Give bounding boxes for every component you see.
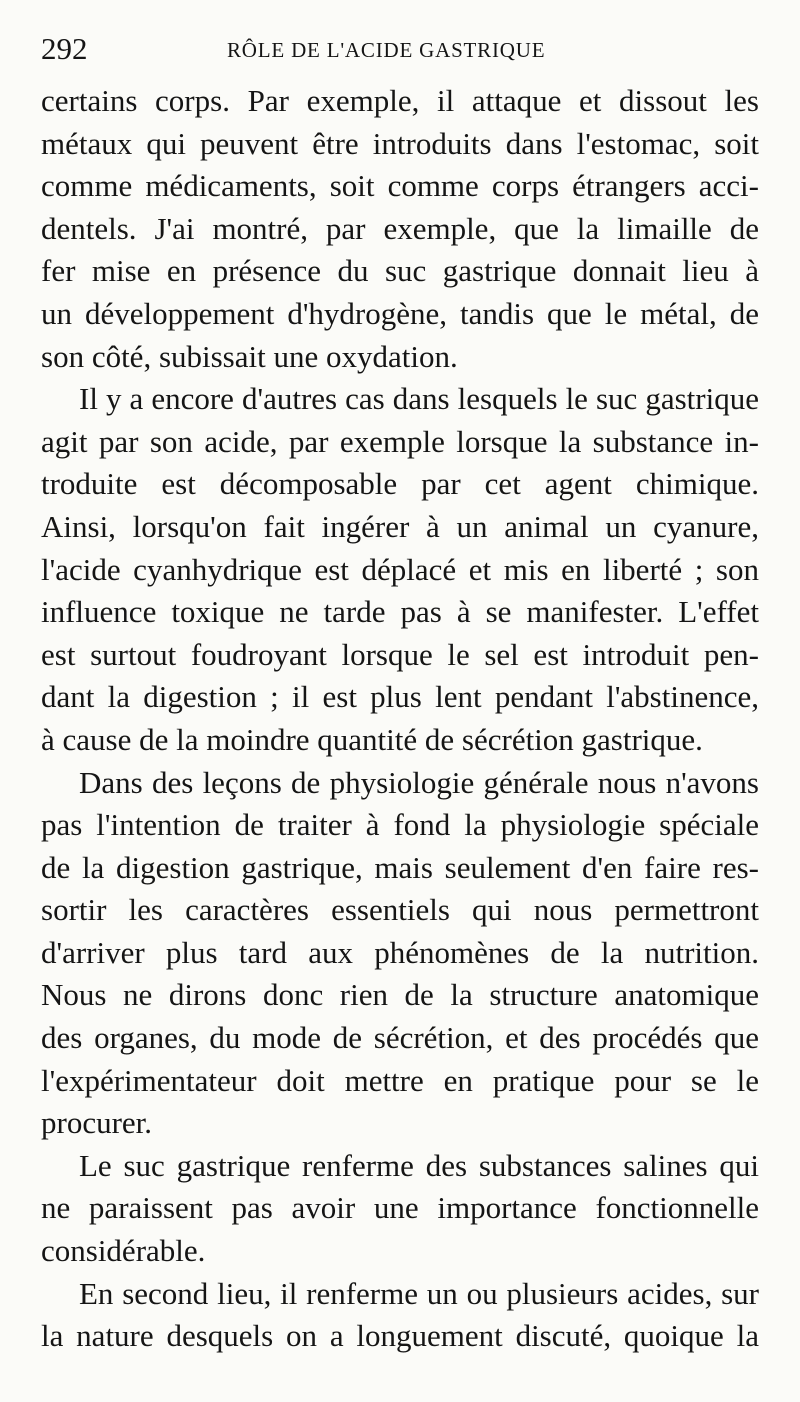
- text-line: Ainsi, lorsqu'on fait ingérer à un animal un cyanure,: [41, 508, 759, 544]
- text-line: fer mise en présence du suc gastrique donnait lieu à: [41, 253, 759, 289]
- text-line: l'expérimentateur doit mettre en pratique pour se le: [41, 1062, 759, 1098]
- text-line: est surtout foudroyant lorsque le sel est introduit pen-: [41, 636, 759, 672]
- text-line: un développement d'hydrogène, tandis que le métal, de: [41, 295, 759, 331]
- text-line: à cause de la moindre quantité de sécrétion gastrique.: [41, 721, 703, 757]
- text-line: certains corps. Par exemple, il attaque et dissout les: [41, 83, 759, 118]
- text-line: troduite est décomposable par cet agent chimique.: [41, 466, 759, 502]
- text-line: pas l'intention de traiter à fond la physiologie spéciale: [41, 807, 759, 843]
- running-head: RÔLE DE L'ACIDE GASTRIQUE: [227, 38, 546, 62]
- text-line: comme médicaments, soit comme corps étrangers acci-: [41, 168, 759, 204]
- text-line: Nous ne dirons donc rien de la structure anatomique: [41, 977, 759, 1013]
- text-line: d'arriver plus tard aux phénomènes de la nutrition.: [41, 934, 759, 970]
- text-line: dentels. J'ai montré, par exemple, que la limaille de: [41, 210, 759, 246]
- text-line: ne paraissent pas avoir une importance fonctionnelle: [41, 1190, 759, 1226]
- text-line: son côté, subissait une oxydation.: [41, 338, 458, 374]
- text-line: Le suc gastrique renferme des substances salines qui: [79, 1147, 759, 1183]
- text-line: procurer.: [41, 1105, 153, 1141]
- text-line: l'acide cyanhydrique est déplacé et mis en liberté ; son: [41, 551, 759, 587]
- text-line: la nature desquels on a longuement discuté, quoique la: [41, 1318, 759, 1354]
- text-line: Dans des leçons de physiologie générale nous n'avons: [79, 764, 759, 800]
- text-line: métaux qui peuvent être introduits dans l'estomac, soit: [41, 125, 759, 161]
- text-line: dant la digestion ; il est plus lent pendant l'abstinence,: [41, 679, 759, 715]
- body-text: [41, 80, 759, 1358]
- text-line: Il y a encore d'autres cas dans lesquels le suc gastrique: [79, 381, 759, 417]
- text-line: influence toxique ne tarde pas à se manifester. L'effet: [41, 594, 759, 630]
- page-header: [41, 32, 761, 72]
- text-line: considérable.: [41, 1233, 206, 1269]
- text-line: sortir les caractères essentiels qui nous permettront: [41, 892, 759, 928]
- text-line: des organes, du mode de sécrétion, et des procédés que: [41, 1020, 759, 1056]
- page-number: 292: [41, 31, 88, 66]
- text-line: En second lieu, il renferme un ou plusieurs acides, sur: [79, 1275, 759, 1311]
- text-line: de la digestion gastrique, mais seulement d'en faire res-: [41, 849, 759, 885]
- text-line: agit par son acide, par exemple lorsque la substance in-: [41, 423, 759, 459]
